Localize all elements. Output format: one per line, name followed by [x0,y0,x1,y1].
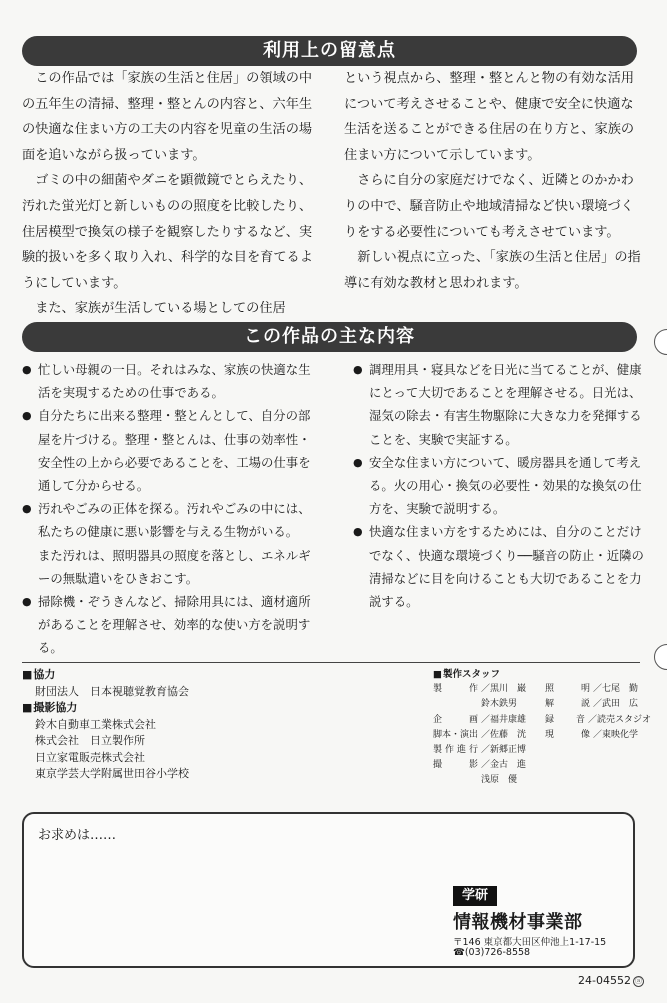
credits-cooperation [22,667,402,783]
content-item [353,520,645,613]
content-item-text: 汚れやごみの正体を探る。汚れやごみの中には、私たちの健康に悪い影響を与える生物がいる。 [38,501,311,540]
staff-role: 録音 [545,714,585,725]
staff-row [545,713,651,728]
staff-row [433,728,539,743]
notes-left-column [22,66,325,322]
content-item-text: 安全な住まい方について、暖房器具を通して考える。火の用心・換気の必要性・効果的な換気の仕方を、実験で説明する。 [369,454,642,517]
staff-role: 現像 [545,729,590,740]
content-item-text: 調理用具・寝具などを日光に当てることが、健康にとって大切であることを理解させる。日光は、湿気の除去・有害生物駆除に大きな力を発揮することを、実験で実証する。 [369,362,642,447]
content-item [22,404,322,497]
content-item-text: 忙しい母親の一日。それはみな、家族の快適な生活を実現するための仕事である。 [38,362,311,401]
staff-name: 浅原 優 [481,775,518,786]
content-item [353,451,645,521]
staff-role [433,697,481,712]
content-list-right [353,358,645,613]
staff-role [433,773,481,788]
staff-row [545,682,651,697]
content-item [22,358,322,404]
gakken-logo: 学研 [453,886,497,906]
notes-paragraph: この作品では「家族の生活と住居」の領域の中の五年生の清掃、整理・整とんの内容と、六年生の快適な住まい方の工夫の内容を児童の生活の場面を追いながら扱っています。 [22,71,313,163]
staff-row [433,758,539,773]
photo-cooperation-heading: ■ 撮影協力 [22,700,402,717]
divider [22,662,640,663]
staff-row [433,682,539,697]
staff-role: 撮影 [433,760,478,771]
staff-column-left [433,682,539,788]
staff-row [433,773,539,788]
content-item [22,590,322,660]
cooperation-heading: ■ 協力 [22,667,402,684]
staff-row [545,697,651,712]
notes-paragraph-continued: という視点から、整理・整とんと物の有効な活用について考えさせることや、健康で安全に快適な生活を送ることができる住居の在り方と、家族の住まい方について示しています。 [344,71,635,163]
section-banner-content: この作品の主な内容 [22,322,637,352]
order-info-box [22,812,635,968]
photo-cooperation-item: 日立家電販売株式会社 [35,750,145,764]
section-banner-notes: 利用上の留意点 [22,36,637,66]
staff-row [433,713,539,728]
content-item [353,358,645,451]
code-mark: ⓐ [634,976,642,985]
production-staff [433,667,653,789]
notes-paragraph: さらに自分の家庭だけでなく、近隣とのかかわりの中で、騒音防止や地域清掃など快い環境づくりをする必要性についても考えさせています。 [344,173,634,240]
product-code-text: 24-04552 [578,974,631,987]
content-item-text: 自分たちに出来る整理・整とんとして、自分の部屋を片づける。整理・整とんは、仕事の効率性・安全性の上から必要であることを、工場の仕事を通して分からせる。 [38,408,311,494]
product-code [578,974,644,987]
notes-right-column [344,66,644,296]
staff-name: ／福井康雄 [481,714,527,725]
content-list-left [22,358,322,660]
staff-column-right [545,682,651,788]
staff-name: ／武田 広 [593,699,639,710]
staff-role: 脚本・演出 [433,729,479,740]
staff-row [433,743,539,758]
staff-name: 鈴木鉄男 [481,699,518,710]
staff-name: ／新郷正博 [481,745,527,756]
address: 〒146 東京都大田区仲池上1-17-15 [453,937,607,948]
staff-name: ／東映化学 [593,729,639,740]
photo-cooperation-item: 株式会社 日立製作所 [35,734,145,747]
content-item [22,497,322,590]
staff-role: 製作進行 [433,745,478,756]
binder-hole [654,644,667,670]
notes-paragraph: 新しい視点に立った、「家族の生活と住居」の指導に有効な教材と思われます。 [344,250,641,291]
staff-name: ／読売スタジオ [587,714,651,725]
staff-name: ／黒川 巌 [481,684,527,695]
binder-hole [654,329,667,355]
division-name: 情報機材事業部 [453,912,583,933]
staff-role: 製作 [433,684,478,695]
photo-cooperation-item: 鈴木自動車工業株式会社 [35,717,156,731]
content-item-text: 快適な住まい方をするためには、自分のことだけでなく、快適な環境づくり──騒音の防止・近隣の清掃などに目を向けることも大切であることを力説する。 [369,524,644,610]
staff-row [433,697,539,712]
staff-role: 企画 [433,714,478,725]
staff-name: ／金古 進 [481,760,527,771]
staff-role: 解説 [545,699,590,710]
content-item-text: 掃除機・ぞうきんなど、掃除用具には、適材適所があることを理解させ、効率的な使い方を説明する。 [38,594,311,656]
phone-number: ☎(03)726-8558 [453,947,531,958]
notes-paragraph: また、家族が生活している場としての住居 [35,301,286,317]
staff-role: 照明 [545,684,590,695]
cooperation-item: 財団法人 日本視聴覚教育協会 [35,684,189,698]
staff-row [545,728,651,743]
notes-paragraph: ゴミの中の細菌やダニを顕微鏡でとらえたり、汚れた蛍光灯と新しいものの照度を比較したり、住居模型で換気の様子を観察したりするなど、実験的扱いを多く取り入れ、科学的な目を育てるようにしています。 [22,173,313,291]
staff-heading: ■ 製作スタッフ [433,667,653,682]
staff-name: ／七尾 勤 [593,684,639,695]
order-label: お求めは…… [38,828,117,843]
photo-cooperation-item: 東京学芸大学附属世田谷小学校 [35,767,189,780]
staff-name: ／佐藤 洸 [481,729,527,740]
content-item-subtext: また汚れは、照明器具の照度を落とし、エネルギーの無駄遣いをひきおこす。 [38,547,311,586]
